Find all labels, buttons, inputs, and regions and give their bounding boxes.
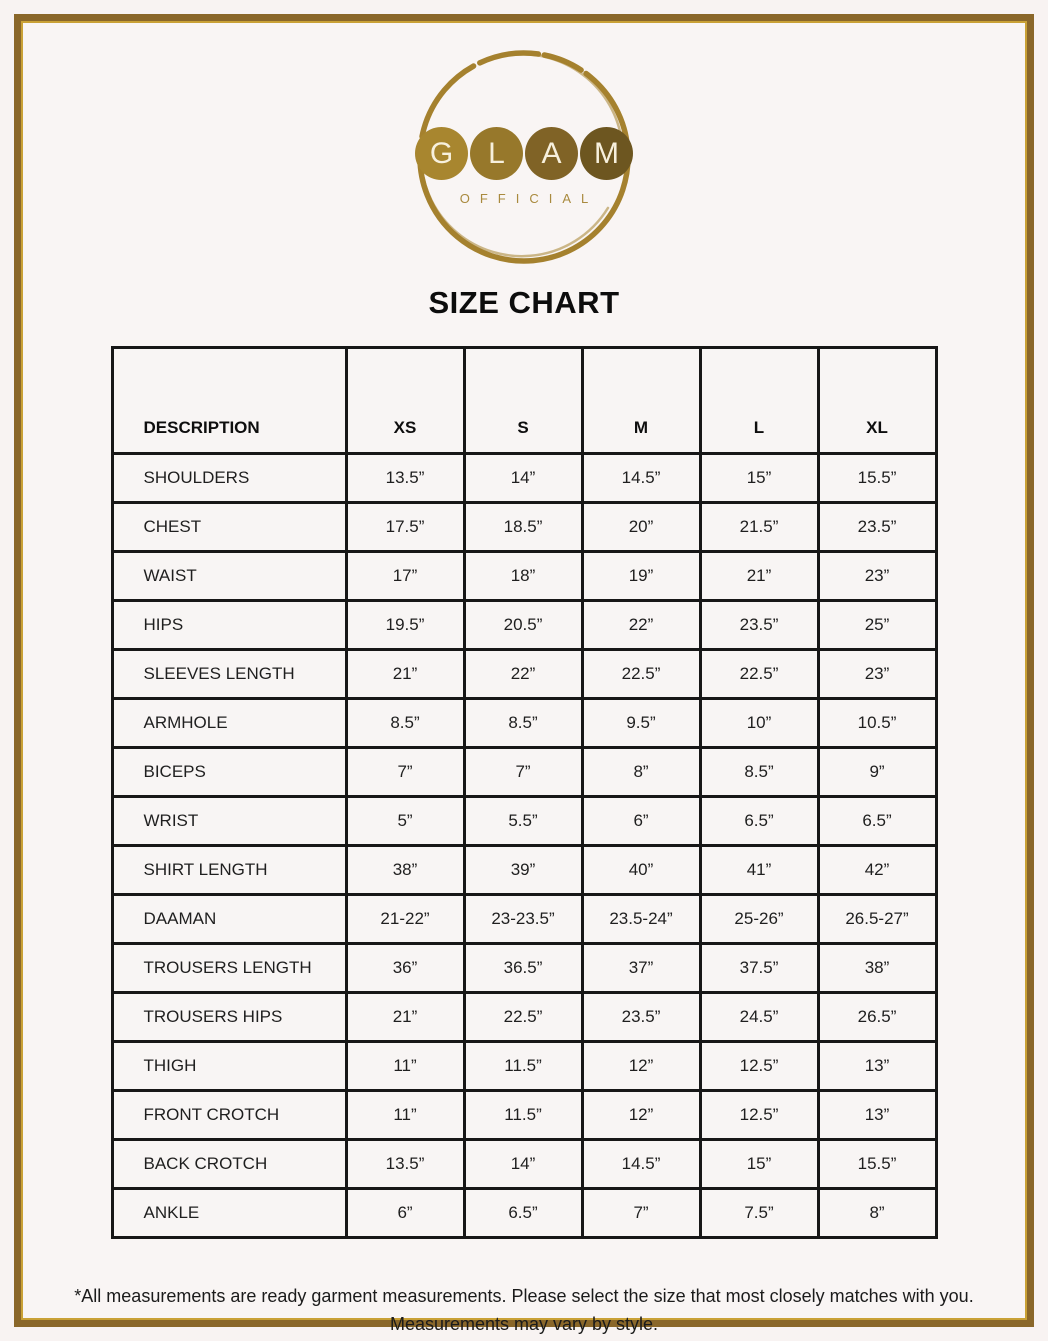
measurement-value: 23-23.5”	[464, 895, 582, 944]
table-row	[112, 1189, 936, 1238]
measurement-value: 40”	[582, 846, 700, 895]
logo-letter-circle-l: L	[470, 127, 523, 180]
measurement-value: 11”	[346, 1042, 464, 1091]
measurement-label: DAAMAN	[112, 895, 346, 944]
measurement-value: 13.5”	[346, 454, 464, 503]
table-row	[112, 503, 936, 552]
measurement-value: 13”	[818, 1042, 936, 1091]
measurement-value: 8”	[818, 1189, 936, 1238]
table-row	[112, 895, 936, 944]
measurement-value: 23.5-24”	[582, 895, 700, 944]
measurement-value: 19.5”	[346, 601, 464, 650]
measurement-value: 38”	[818, 944, 936, 993]
table-header-row	[112, 348, 936, 454]
measurement-value: 38”	[346, 846, 464, 895]
measurement-value: 22”	[582, 601, 700, 650]
logo-letter-circle-m: M	[580, 127, 633, 180]
measurement-value: 15.5”	[818, 454, 936, 503]
measurement-value: 7”	[582, 1189, 700, 1238]
measurement-value: 14”	[464, 1140, 582, 1189]
measurement-value: 12.5”	[700, 1091, 818, 1140]
measurement-label: SHOULDERS	[112, 454, 346, 503]
measurement-value: 14”	[464, 454, 582, 503]
column-header-size-xs: XS	[346, 348, 464, 454]
measurement-value: 10”	[700, 699, 818, 748]
measurement-value: 23.5”	[700, 601, 818, 650]
measurement-label: ARMHOLE	[112, 699, 346, 748]
measurement-value: 24.5”	[700, 993, 818, 1042]
measurement-value: 8.5”	[346, 699, 464, 748]
measurement-value: 22.5”	[582, 650, 700, 699]
measurement-value: 6.5”	[818, 797, 936, 846]
table-row	[112, 650, 936, 699]
measurement-value: 20.5”	[464, 601, 582, 650]
measurement-value: 23.5”	[582, 993, 700, 1042]
page-content	[23, 23, 1025, 1334]
measurement-label: TROUSERS LENGTH	[112, 944, 346, 993]
measurement-value: 11.5”	[464, 1042, 582, 1091]
table-row	[112, 797, 936, 846]
measurement-label: BICEPS	[112, 748, 346, 797]
measurement-value: 12.5”	[700, 1042, 818, 1091]
measurement-value: 8.5”	[464, 699, 582, 748]
measurement-value: 6.5”	[700, 797, 818, 846]
measurement-label: BACK CROTCH	[112, 1140, 346, 1189]
footnote-line-2: Measurements may vary by style.	[389, 1313, 659, 1334]
measurement-value: 13.5”	[346, 1140, 464, 1189]
measurement-value: 6.5”	[464, 1189, 582, 1238]
measurement-value: 22.5”	[700, 650, 818, 699]
measurement-value: 20”	[582, 503, 700, 552]
column-header-size-s: S	[464, 348, 582, 454]
measurement-value: 11.5”	[464, 1091, 582, 1140]
measurement-value: 17”	[346, 552, 464, 601]
measurement-value: 41”	[700, 846, 818, 895]
measurement-value: 26.5”	[818, 993, 936, 1042]
measurement-value: 22.5”	[464, 993, 582, 1042]
table-row	[112, 993, 936, 1042]
measurement-value: 36”	[346, 944, 464, 993]
measurement-value: 26.5-27”	[818, 895, 936, 944]
measurement-value: 13”	[818, 1091, 936, 1140]
table-row	[112, 454, 936, 503]
table-row	[112, 1140, 936, 1189]
logo-subtext: OFFICIAL	[459, 191, 599, 206]
measurement-value: 10.5”	[818, 699, 936, 748]
measurement-value: 25-26”	[700, 895, 818, 944]
measurement-value: 18”	[464, 552, 582, 601]
table-row	[112, 846, 936, 895]
measurement-value: 22”	[464, 650, 582, 699]
measurement-value: 14.5”	[582, 454, 700, 503]
page-title: SIZE CHART	[428, 285, 620, 320]
measurement-value: 25”	[818, 601, 936, 650]
size-table	[111, 346, 938, 1239]
measurement-label: WAIST	[112, 552, 346, 601]
measurement-value: 36.5”	[464, 944, 582, 993]
brand-logo	[408, 41, 640, 273]
measurement-value: 11”	[346, 1091, 464, 1140]
measurement-value: 7”	[346, 748, 464, 797]
table-row	[112, 601, 936, 650]
logo-letter-circle-a: A	[525, 127, 578, 180]
measurement-value: 23.5”	[818, 503, 936, 552]
measurement-value: 6”	[346, 1189, 464, 1238]
column-header-size-xl: XL	[818, 348, 936, 454]
logo-letter-circle-g: G	[415, 127, 468, 180]
measurement-value: 37”	[582, 944, 700, 993]
table-row	[112, 944, 936, 993]
column-header-description: DESCRIPTION	[112, 348, 346, 454]
measurement-value: 42”	[818, 846, 936, 895]
table-row	[112, 552, 936, 601]
measurement-value: 9.5”	[582, 699, 700, 748]
measurement-label: FRONT CROTCH	[112, 1091, 346, 1140]
measurement-label: THIGH	[112, 1042, 346, 1091]
table-row	[112, 748, 936, 797]
measurement-value: 39”	[464, 846, 582, 895]
footnote-line-1: *All measurements are ready garment measurements. Please select the size that most closely matches with you.	[74, 1286, 974, 1306]
measurement-label: SLEEVES LENGTH	[112, 650, 346, 699]
measurement-label: TROUSERS HIPS	[112, 993, 346, 1042]
measurement-value: 23”	[818, 650, 936, 699]
measurement-value: 12”	[582, 1042, 700, 1091]
measurement-value: 5.5”	[464, 797, 582, 846]
footnote	[23, 1283, 1025, 1339]
measurement-value: 17.5”	[346, 503, 464, 552]
measurement-value: 21.5”	[700, 503, 818, 552]
measurement-value: 8.5”	[700, 748, 818, 797]
table-row	[112, 1091, 936, 1140]
measurement-value: 15”	[700, 454, 818, 503]
measurement-value: 37.5”	[700, 944, 818, 993]
column-header-size-l: L	[700, 348, 818, 454]
measurement-value: 7”	[464, 748, 582, 797]
measurement-value: 23”	[818, 552, 936, 601]
measurement-value: 5”	[346, 797, 464, 846]
measurement-label: CHEST	[112, 503, 346, 552]
measurement-value: 19”	[582, 552, 700, 601]
table-row	[112, 1042, 936, 1091]
measurement-value: 21”	[346, 993, 464, 1042]
measurement-value: 18.5”	[464, 503, 582, 552]
measurement-value: 21”	[700, 552, 818, 601]
measurement-value: 15”	[700, 1140, 818, 1189]
measurement-value: 21”	[346, 650, 464, 699]
measurement-label: HIPS	[112, 601, 346, 650]
measurement-value: 15.5”	[818, 1140, 936, 1189]
measurement-value: 8”	[582, 748, 700, 797]
measurement-label: SHIRT LENGTH	[112, 846, 346, 895]
table-row	[112, 699, 936, 748]
measurement-value: 14.5”	[582, 1140, 700, 1189]
measurement-value: 9”	[818, 748, 936, 797]
measurement-value: 12”	[582, 1091, 700, 1140]
measurement-value: 21-22”	[346, 895, 464, 944]
measurement-value: 6”	[582, 797, 700, 846]
logo-letter-circles	[415, 127, 633, 180]
measurement-label: ANKLE	[112, 1189, 346, 1238]
measurement-value: 7.5”	[700, 1189, 818, 1238]
measurement-label: WRIST	[112, 797, 346, 846]
column-header-size-m: M	[582, 348, 700, 454]
